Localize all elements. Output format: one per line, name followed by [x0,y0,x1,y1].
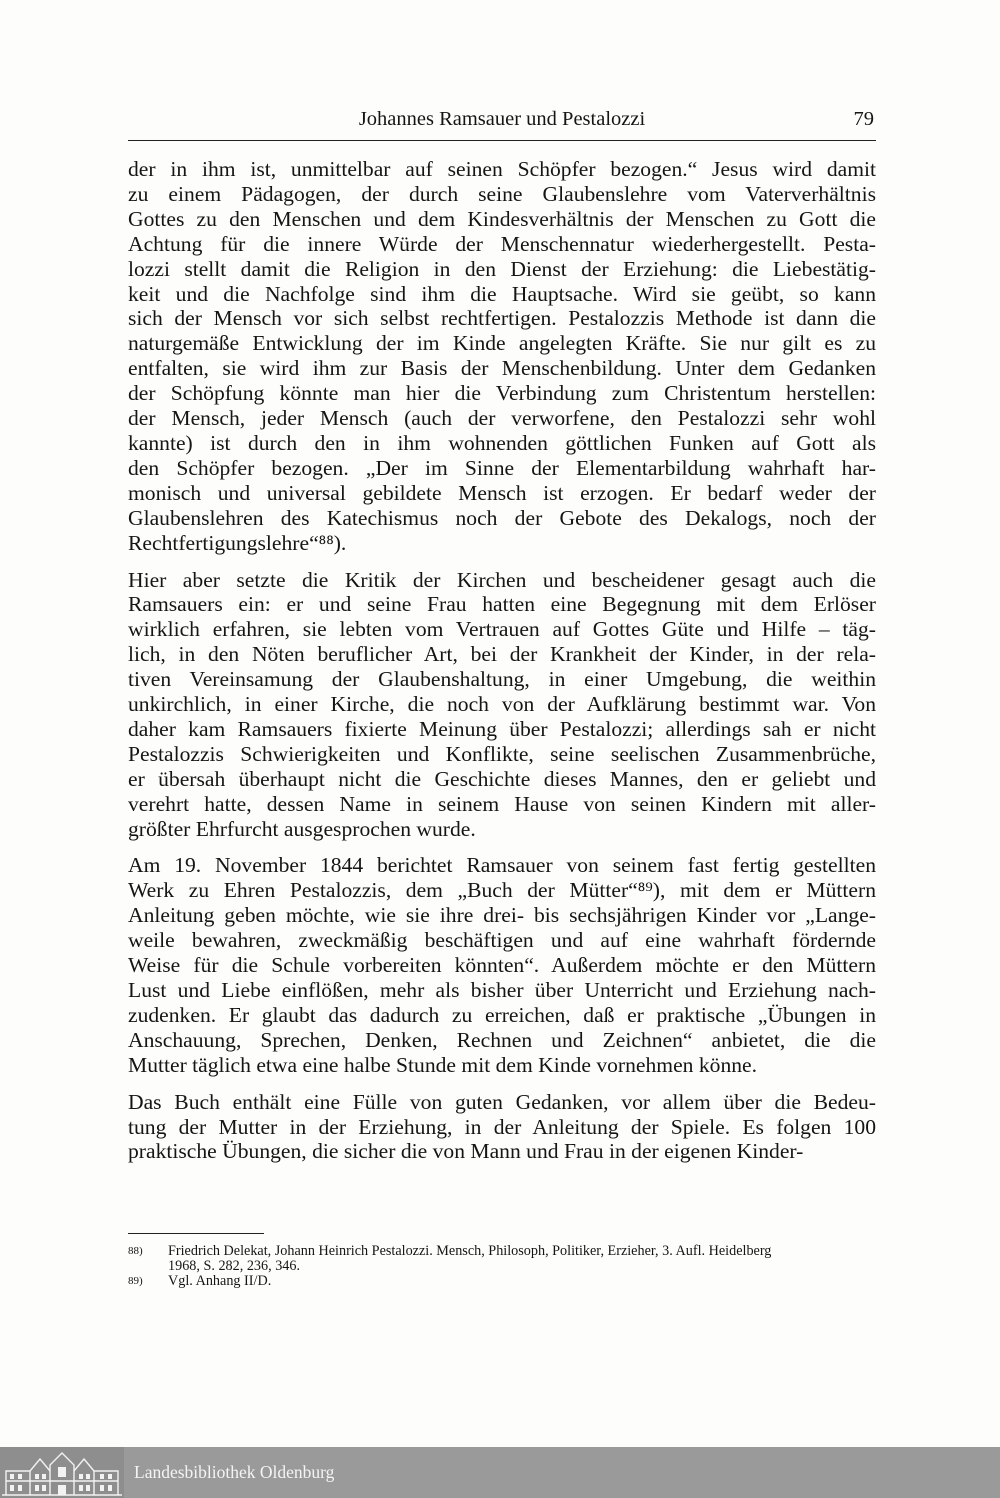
text-line: kannte) ist durch den in ihm wohnenden göttlichen Funken auf Gott als [128,430,876,455]
text-line: zudenken. Er glaubt das dadurch zu erreichen, daß er praktische „Übungen in [128,1002,876,1027]
text-line: größter Ehrfurcht ausgesprochen wurde. [128,816,476,841]
running-header [128,104,876,141]
text-line: den Schöpfer bezogen. „Der im Sinne der Elementarbildung wahrhaft har- [128,455,876,480]
text-line: Das Buch enthält eine Fülle von guten Gedanken, vor allem über die Bedeu- [128,1089,876,1114]
footnote-number: 88) [128,1245,143,1257]
text-line: Werk zu Ehren Pestalozzis, dem „Buch der Mütter“⁸⁹), mit dem er Müttern [128,878,876,903]
text-line: wirklich erfahren, sie lebten vom Vertrauen auf Gottes Güte und Hilfe – täg- [128,617,876,642]
footnote-line: Friedrich Delekat, Johann Heinrich Pestalozzi. Mensch, Philosoph, Politiker, Erzieher, 3. Aufl. Heidelberg [168,1243,772,1259]
text-line: Gottes zu den Menschen und dem Kindesverhältnis der Menschen zu Gott die [128,206,876,231]
library-name: Landesbibliothek Oldenburg [134,1462,335,1482]
text-line: der Mensch, jeder Mensch (auch der verworfene, den Pestalozzi sehr wohl [128,406,876,431]
paragraph [128,157,876,556]
page-number: 79 [853,108,874,130]
text-line: tung der Mutter in der Erziehung, in der Anleitung der Spiele. Es folgen 100 [128,1114,876,1139]
text-line: verehrt hatte, dessen Name in seinem Hause von seinen Kindern mit aller- [128,791,876,816]
footnotes [128,1244,876,1289]
text-line: Hier aber setzte die Kritik der Kirchen und bescheidener gesagt auch die [128,567,876,592]
footnote-text [168,1244,876,1274]
text-line: Rechtfertigungslehre“⁸⁸). [128,530,347,555]
text-line: Pestalozzis Schwierigkeiten und Konflikte, seine seelischen Zusammenbrüche, [128,741,876,766]
footnote [128,1274,876,1289]
paragraph [128,853,876,1077]
text-line: keit und die Nachfolge sind ihm die Hauptsache. Wird sie geübt, so kann [128,281,876,306]
text-line: weile bewahren, zweckmäßig beschäftigen und auf eine wahrhaft fördernde [128,928,876,953]
text-line: Weise für die Schule vorbereiten könnten“. Außerdem möchte er den Müttern [128,953,876,978]
footnote-line: Vgl. Anhang II/D. [168,1273,272,1289]
text-line: praktische Übungen, die sicher die von Mann und Frau in der eigenen Kinder- [128,1139,804,1164]
text-line: Mutter täglich etwa eine halbe Stunde mit dem Kinde vornehmen könne. [128,1052,758,1077]
text-line: Am 19. November 1844 berichtet Ramsauer von seinem fast fertig gestellten [128,853,876,878]
text-line: der Schöpfung könnte man hier die Verbindung zum Christentum herstellen: [128,381,876,406]
running-title: Johannes Ramsauer und Pestalozzi [358,108,646,130]
text-line: monisch und universal gebildete Mensch ist erzogen. Er bedarf weder der [128,480,876,505]
text-line: er übersah überhaupt nicht die Geschichte dieses Mannes, den er geliebt und [128,766,876,791]
library-footer-band [0,1447,1000,1498]
text-line: zu einem Pädagogen, der durch seine Glaubenslehre vom Vaterverhältnis [128,181,876,206]
footnote [128,1244,876,1274]
footnote-rule [128,1233,264,1234]
text-line: tiven Vereinsamung der Glaubenshaltung, in einer Umgebung, die weithin [128,667,876,692]
text-line: Ramsauers ein: er und seine Frau hatten eine Begegnung mit dem Erlöser [128,592,876,617]
text-line: Anleitung geben möchte, wie sie ihre drei- bis sechsjährigen Kinder vor „Lange- [128,903,876,928]
text-line: Lust und Liebe einflößen, mehr als bisher über Unterricht und Erziehung nach- [128,978,876,1002]
text-line: lozzi stellt damit die Religion in den Dienst der Erziehung: die Liebestätig- [128,256,876,281]
footnote-line: 1968, S. 282, 236, 346. [168,1258,301,1274]
text-line: sich der Mensch vor sich selbst rechtfertigen. Pestalozzis Methode ist dann die [128,306,876,331]
text-line: Achtung für die innere Würde der Menschennatur wiederhergestellt. Pesta- [128,231,876,256]
text-line: daher kam Ramsauers fixierte Meinung über Pestalozzi; allerdings sah er nicht [128,716,876,741]
paragraph [128,1090,876,1165]
body-text [128,157,876,1176]
text-line: Glaubenslehren des Katechismus noch der Gebote des Dekalogs, noch der [128,505,876,530]
footnote-number: 89) [128,1275,143,1287]
text-line: lich, in den Nöten beruflicher Art, bei der Krankheit der Kinder, in der rela- [128,642,876,667]
text-line: unkirchlich, in einer Kirche, die noch von der Aufklärung bestimmt war. Von [128,692,876,717]
text-line: der in ihm ist, unmittelbar auf seinen Schöpfer bezogen.“ Jesus wird damit [128,157,876,181]
text-line: Anschauung, Sprechen, Denken, Rechnen und Zeichnen“ anbietet, die die [128,1027,876,1052]
library-building-icon [0,1447,124,1498]
text-line: naturgemäße Entwicklung der im Kinde angelegten Kräfte. Sie nur gilt es zu [128,331,876,356]
text-line: entfalten, sie wird ihm zur Basis der Menschenbildung. Unter dem Gedanken [128,356,876,381]
footnote-text [168,1274,876,1289]
paragraph [128,568,876,842]
